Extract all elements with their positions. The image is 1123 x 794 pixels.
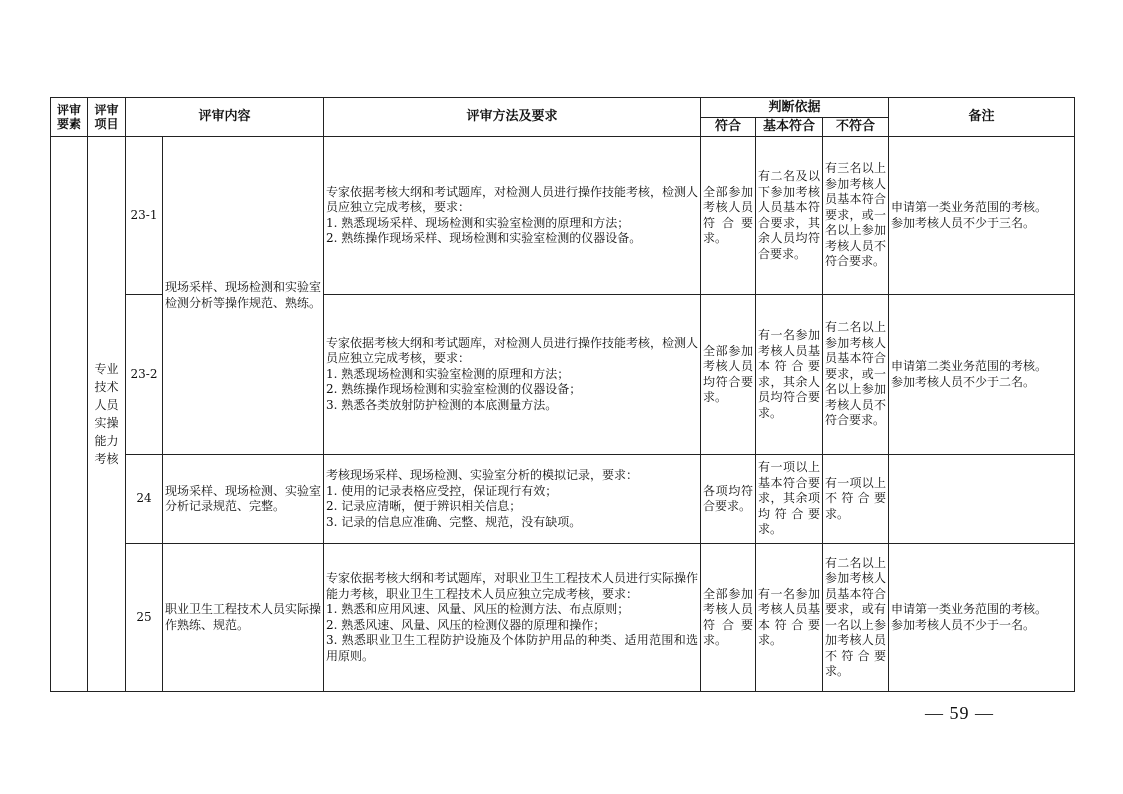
note-line: 申请第二类业务范围的考核。 [891, 359, 1048, 373]
notes-cell [889, 137, 1075, 295]
table-row [51, 137, 1075, 295]
method-cell [324, 544, 701, 692]
basic-cell: 有一名参加考核人员基本符合要求，其余人员均符合要求。 [756, 295, 823, 455]
conform-cell: 全部参加考核人员符合要求。 [701, 544, 756, 692]
evaluation-table [50, 97, 1075, 692]
note-line: 参加考核人员不少于一名。 [891, 617, 1036, 632]
basic-cell: 有二名及以下参加考核人员基本符合要求，其余人员均符合要求。 [756, 137, 823, 295]
notes-cell [889, 544, 1075, 692]
basic-cell: 有一名参加考核人员基本符合要求。 [756, 544, 823, 692]
element-cell [51, 137, 88, 692]
nonconform-cell: 有一项以上不符合要求。 [823, 455, 889, 544]
note-line: 参加考核人员不少于三名。 [891, 215, 1036, 230]
content-cell: 现场采样、现场检测、实验室分析记录规范、完整。 [163, 455, 324, 544]
method-cell [324, 295, 701, 455]
method-line: 1. 熟悉和应用风速、风量、风压的检测方法、布点原则； [326, 602, 630, 616]
row-id: 25 [126, 544, 163, 692]
notes-cell [889, 455, 1075, 544]
header-conform: 符合 [701, 118, 756, 137]
row-id: 24 [126, 455, 163, 544]
method-line: 考核现场采样、现场检测、实验室分析的模拟记录，要求： [326, 468, 639, 482]
conform-cell: 各项均符合要求。 [701, 455, 756, 544]
note-line: 申请第一类业务范围的考核。 [891, 602, 1048, 616]
method-line: 3. 记录的信息应准确、完整、规范，没有缺项。 [326, 514, 582, 529]
method-line: 3. 熟悉各类放射防护检测的本底测量方法。 [326, 397, 558, 412]
header-method: 评审方法及要求 [324, 98, 701, 137]
conform-cell: 全部参加考核人员符合要求。 [701, 137, 756, 295]
nonconform-cell: 有二名以上参加考核人员基本符合要求，或有一名以上参加考核人员不符合要求。 [823, 544, 889, 692]
nonconform-cell: 有三名以上参加考核人员基本符合要求，或一名以上参加考核人员不符合要求。 [823, 137, 889, 295]
row-id: 23-1 [126, 137, 163, 295]
header-judgement: 判断依据 [701, 98, 889, 118]
header-element: 评审要素 [51, 98, 88, 137]
basic-cell: 有一项以上基本符合要求，其余项均符合要求。 [756, 455, 823, 544]
page-number: — 59 — [925, 703, 994, 723]
content-cell: 职业卫生工程技术人员实际操作熟练、规范。 [163, 544, 324, 692]
note-line: 参加考核人员不少于二名。 [891, 374, 1036, 389]
table-row [51, 544, 1075, 692]
content-cell: 现场采样、现场检测和实验室检测分析等操作规范、熟练。 [163, 137, 324, 455]
method-line: 2. 熟练操作现场采样、现场检测和实验室检测的仪器设备。 [326, 231, 642, 245]
table-row [51, 455, 1075, 544]
method-line: 3. 熟悉职业卫生工程防护设施及个体防护用品的种类、适用范围和选用原则。 [326, 633, 699, 663]
row-id: 23-2 [126, 295, 163, 455]
method-cell [324, 137, 701, 295]
notes-cell [889, 295, 1075, 455]
nonconform-cell: 有二名以上参加考核人员基本符合要求，或一名以上参加考核人员不符合要求。 [823, 295, 889, 455]
header-basic: 基本符合 [756, 118, 823, 137]
method-line: 2. 记录应清晰，便于辨识相关信息； [326, 499, 522, 513]
header-nonconform: 不符合 [823, 118, 889, 137]
method-line: 1. 熟悉现场采样、现场检测和实验室检测的原理和方法； [326, 215, 630, 230]
method-line: 专家依据考核大纲和考试题库，对职业卫生工程技术人员进行实际操作能力考核，职业卫生工程技术人员应独立完成考核，要求： [326, 571, 699, 601]
project-cell: 专业技术人员实操能力考核 [88, 137, 126, 692]
method-line: 2. 熟悉风速、风量、风压的检测仪器的原理和操作； [326, 617, 606, 632]
note-line: 申请第一类业务范围的考核。 [891, 200, 1048, 214]
method-line: 1. 熟悉现场检测和实验室检测的原理和方法； [326, 366, 570, 381]
method-line: 专家依据考核大纲和考试题库，对检测人员进行操作技能考核，检测人员应独立完成考核，要求： [326, 335, 699, 366]
conform-cell: 全部参加考核人员均符合要求。 [701, 295, 756, 455]
method-line: 专家依据考核大纲和考试题库，对检测人员进行操作技能考核，检测人员应独立完成考核，要求： [326, 184, 699, 214]
header-notes: 备注 [889, 98, 1075, 137]
method-line: 1. 使用的记录表格应受控，保证现行有效； [326, 483, 558, 498]
method-cell [324, 455, 701, 544]
method-line: 2. 熟练操作现场检测和实验室检测的仪器设备； [326, 382, 582, 397]
header-project: 评审项目 [88, 98, 126, 137]
header-content: 评审内容 [126, 98, 324, 137]
